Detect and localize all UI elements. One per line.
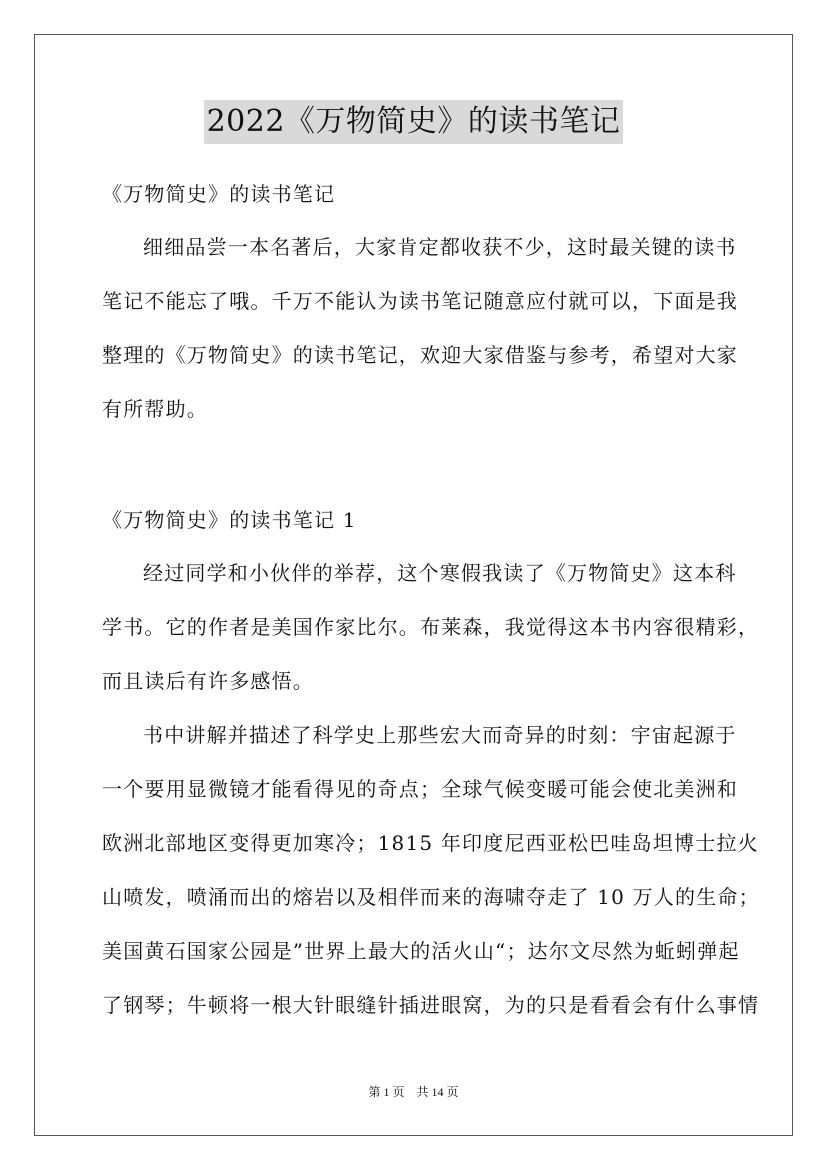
page-number: 第 1 页 共 14 页 [368, 1085, 459, 1099]
paragraph-line: 欧洲北部地区变得更加寒冷；1815 年印度尼西亚松巴哇岛坦博士拉火 [102, 831, 759, 855]
paragraph-line: 经过同学和小伙伴的举荐，这个寒假我读了《万物简史》这本科 [143, 561, 737, 585]
intro-line: 笔记不能忘了哦。千万不能认为读书笔记随意应付就可以，下面是我 [102, 289, 738, 313]
page-number-footer [0, 1084, 827, 1100]
paragraph-line: 而且读后有许多感悟。 [102, 669, 314, 693]
paragraph-line: 了钢琴；牛顿将一根大针眼缝针插进眼窝，为的只是看看会有什么事情 [102, 993, 760, 1017]
intro-line: 整理的《万物简史》的读书笔记，欢迎大家借鉴与参考，希望对大家 [102, 343, 738, 367]
paragraph-line: 一个要用显微镜才能看得见的奇点；全球气候变暖可能会使北美洲和 [102, 777, 738, 801]
intro-heading: 《万物简史》的读书笔记 [102, 182, 336, 206]
document-title: 2022《万物简史》的读书笔记 [204, 100, 624, 144]
paragraph-line: 美国黄石国家公园是”世界上最大的活火山“；达尔文尽然为蚯蚓弹起 [102, 939, 740, 963]
section-heading: 《万物简史》的读书笔记 1 [102, 508, 357, 532]
paragraph-line: 山喷发，喷涌而出的熔岩以及相伴而来的海啸夺走了 10 万人的生命； [102, 885, 760, 909]
intro-line: 细细品尝一本名著后，大家肯定都收获不少，这时最关键的读书 [143, 235, 737, 259]
paragraph-line: 书中讲解并描述了科学史上那些宏大而奇异的时刻：宇宙起源于 [143, 723, 737, 747]
title-container [0, 100, 827, 144]
paragraph-line: 学书。它的作者是美国作家比尔。布莱森，我觉得这本书内容很精彩， [102, 615, 760, 639]
intro-line: 有所帮助。 [102, 397, 208, 421]
